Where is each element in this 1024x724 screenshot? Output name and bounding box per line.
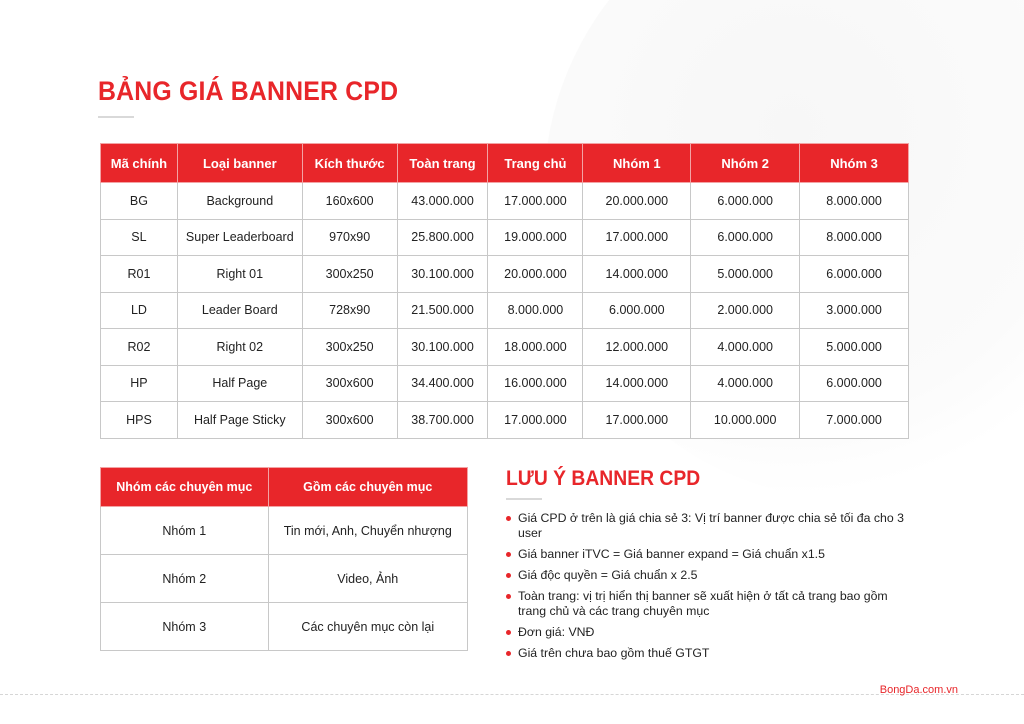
list-item (506, 625, 916, 640)
list-item (506, 511, 916, 541)
table-cell: R01 (101, 256, 178, 293)
column-header: Toàn trang (397, 144, 488, 183)
table-cell: 4.000.000 (691, 329, 800, 366)
table-cell: 17.000.000 (583, 402, 691, 439)
table-cell: Leader Board (177, 292, 302, 329)
column-header: Nhóm 3 (800, 144, 909, 183)
table-cell: 5.000.000 (691, 256, 800, 293)
list-item (506, 646, 916, 661)
note-text: Giá banner iTVC = Giá banner expand = Giá chuẩn x1.5 (518, 547, 825, 561)
bullet-icon (506, 552, 511, 557)
table-cell: 300x600 (302, 402, 397, 439)
bullet-icon (506, 573, 511, 578)
table-cell: 8.000.000 (488, 292, 583, 329)
footer-divider (0, 694, 1024, 695)
table-cell: LD (101, 292, 178, 329)
column-header: Loại banner (177, 144, 302, 183)
table-cell: Half Page (177, 365, 302, 402)
table-cell: 2.000.000 (691, 292, 800, 329)
column-header: Trang chủ (488, 144, 583, 183)
list-item (506, 568, 916, 583)
table-cell: 970x90 (302, 219, 397, 256)
notes-title: LƯU Ý BANNER CPD (506, 467, 701, 490)
table-cell: 17.000.000 (583, 219, 691, 256)
table-cell: 300x600 (302, 365, 397, 402)
table-cell: HPS (101, 402, 178, 439)
table-cell: 300x250 (302, 256, 397, 293)
table-cell: 160x600 (302, 183, 397, 220)
table-cell: 728x90 (302, 292, 397, 329)
table-cell: 5.000.000 (800, 329, 909, 366)
page-title: BẢNG GIÁ BANNER CPD (98, 76, 399, 106)
table-cell: Right 01 (177, 256, 302, 293)
table-cell: 20.000.000 (488, 256, 583, 293)
bullet-icon (506, 630, 511, 635)
note-text: Giá độc quyền = Giá chuẩn x 2.5 (518, 568, 698, 582)
column-header: Mã chính (101, 144, 178, 183)
table-row (101, 555, 468, 603)
table-row (101, 365, 909, 402)
brand-label: BongDa.com.vn (879, 684, 958, 696)
table-cell: SL (101, 219, 178, 256)
table-cell: Right 02 (177, 329, 302, 366)
table-row (101, 329, 909, 366)
table-cell: 38.700.000 (397, 402, 488, 439)
table-cell: Nhóm 1 (101, 507, 269, 555)
column-header: Nhóm 1 (583, 144, 691, 183)
table-cell: 8.000.000 (800, 183, 909, 220)
table-cell: R02 (101, 329, 178, 366)
note-text: Giá trên chưa bao gồm thuế GTGT (518, 646, 710, 660)
table-cell: Background (177, 183, 302, 220)
table-cell: 43.000.000 (397, 183, 488, 220)
column-header: Kích thước (302, 144, 397, 183)
notes-underline (506, 498, 542, 500)
table-cell: 20.000.000 (583, 183, 691, 220)
table-row (101, 256, 909, 293)
table-row (101, 183, 909, 220)
category-group-table (100, 467, 468, 651)
list-item (506, 589, 916, 619)
table-cell: BG (101, 183, 178, 220)
table-row (101, 219, 909, 256)
table-cell: 21.500.000 (397, 292, 488, 329)
table-cell: 30.100.000 (397, 256, 488, 293)
table-cell: 17.000.000 (488, 183, 583, 220)
bullet-icon (506, 594, 511, 599)
table-cell: 17.000.000 (488, 402, 583, 439)
table-cell: Tin mới, Anh, Chuyển nhượng (268, 507, 467, 555)
column-header: Nhóm các chuyên mục (101, 468, 269, 507)
table-cell: 300x250 (302, 329, 397, 366)
table-cell: 34.400.000 (397, 365, 488, 402)
table-cell: Video, Ảnh (268, 555, 467, 603)
price-table-header-row (101, 144, 909, 183)
table-row (101, 292, 909, 329)
table-cell: 6.000.000 (691, 183, 800, 220)
table-row (101, 603, 468, 651)
column-header: Nhóm 2 (691, 144, 800, 183)
list-item (506, 547, 916, 562)
column-header: Gồm các chuyên mục (268, 468, 467, 507)
bullet-icon (506, 651, 511, 656)
table-cell: Super Leaderboard (177, 219, 302, 256)
table-cell: Nhóm 3 (101, 603, 269, 651)
table-cell: 6.000.000 (691, 219, 800, 256)
table-cell: 6.000.000 (800, 365, 909, 402)
table-cell: 6.000.000 (583, 292, 691, 329)
table-cell: Half Page Sticky (177, 402, 302, 439)
table-cell: Các chuyên mục còn lại (268, 603, 467, 651)
table-cell: 19.000.000 (488, 219, 583, 256)
bullet-icon (506, 516, 511, 521)
table-cell: 14.000.000 (583, 365, 691, 402)
note-text: Đơn giá: VNĐ (518, 625, 595, 639)
table-cell: 7.000.000 (800, 402, 909, 439)
group-table-header-row (101, 468, 468, 507)
table-cell: 14.000.000 (583, 256, 691, 293)
table-row (101, 402, 909, 439)
price-table (100, 143, 909, 439)
table-cell: 6.000.000 (800, 256, 909, 293)
table-cell: 10.000.000 (691, 402, 800, 439)
table-cell: 3.000.000 (800, 292, 909, 329)
table-cell: Nhóm 2 (101, 555, 269, 603)
table-cell: 18.000.000 (488, 329, 583, 366)
table-cell: 4.000.000 (691, 365, 800, 402)
note-text: Toàn trang: vị trị hiển thị banner sẽ xuất hiện ở tất cả trang bao gồm trang chủ và các trang chuyên mục (518, 589, 888, 618)
title-underline (98, 116, 134, 118)
table-cell: 16.000.000 (488, 365, 583, 402)
notes-list (506, 511, 916, 667)
table-row (101, 507, 468, 555)
table-cell: 25.800.000 (397, 219, 488, 256)
table-cell: 12.000.000 (583, 329, 691, 366)
table-cell: HP (101, 365, 178, 402)
table-cell: 8.000.000 (800, 219, 909, 256)
table-cell: 30.100.000 (397, 329, 488, 366)
note-text: Giá CPD ở trên là giá chia sẻ 3: Vị trí banner được chia sẻ tối đa cho 3 user (518, 511, 904, 540)
